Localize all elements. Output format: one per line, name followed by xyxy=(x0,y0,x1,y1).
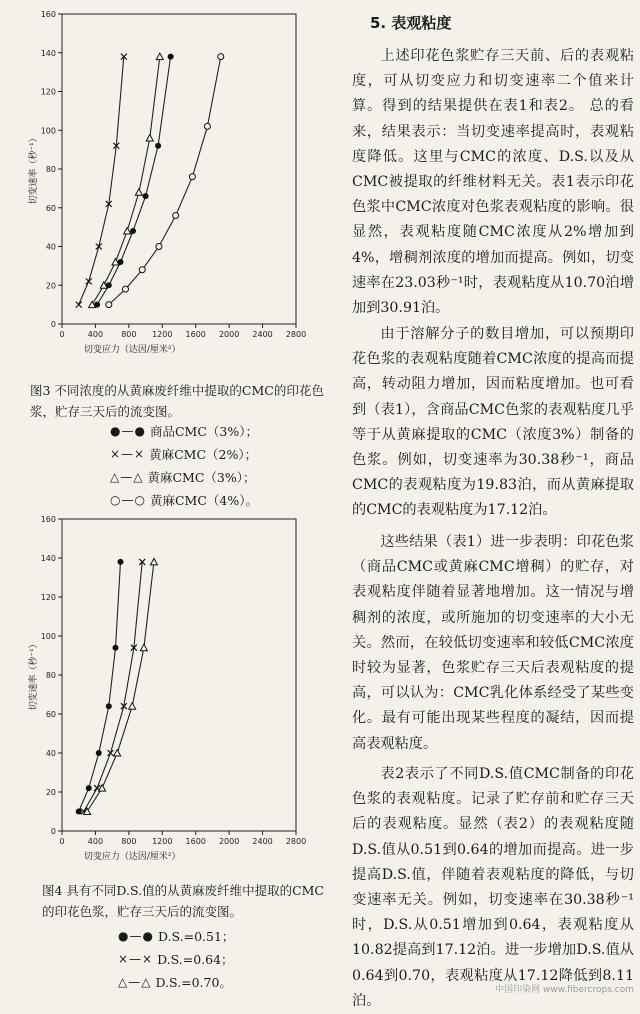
y-tick-label: 100 xyxy=(40,632,56,641)
paragraph: 上述印花色浆贮存三天前、后的表观粘度，可从切变应力和切变速率二个值来计算。得到的结果提供在表1和表2。 总的看来，结果表示：当切变速率提高时，表观粘度降低。这里与CMC的浓度、D.S.以及从CMC被提取的纤维材料无关。表1表示印花色浆中CMC浓度对色浆表观粘度的影响。很显然，表观粘度随CMC浓度从2%增加到4%，增稠剂浓度的增加而提高。例如，切变速率在23.03秒⁻¹时，表观粘度从10.70泊增加到30.91泊。 xyxy=(352,48,634,317)
y-tick-label: 60 xyxy=(45,710,56,719)
x-tick-label: 2400 xyxy=(252,837,273,846)
legend-label: D.S.=0.70。 xyxy=(155,975,232,990)
paragraph: 表2表示了不同D.S.值CMC制备的印花色浆的表观粘度。记录了贮存前和贮存三天后的表观粘度。显然（表2）的表观粘度随D.S.值从0.51到0.64的增加而提高。进一步提高D.S.值，伴随着表观粘度的降低，与切变速率无关。例如，切变速率在30.38秒⁻¹时，D.S.从0.51增加到0.64，表观粘度从10.82提高到17.12泊。进一步增加D.S.值从0.64到0.70，表观粘度从17.12降低到8.11泊。 xyxy=(352,766,634,1009)
series-line xyxy=(79,57,124,305)
y-tick-label: 40 xyxy=(45,242,56,252)
data-point xyxy=(204,123,210,129)
figure-4-chart xyxy=(0,505,340,880)
y-axis-label: 切变速率（秒⁻¹） xyxy=(29,639,39,711)
data-point xyxy=(96,750,102,756)
data-point xyxy=(168,54,174,60)
data-point xyxy=(124,228,131,235)
plot-frame xyxy=(62,14,296,324)
series-line xyxy=(79,562,121,812)
watermark: 中国印染网 www.fibercrops.com xyxy=(495,985,634,995)
x-tick-label: 400 xyxy=(87,837,104,846)
legend-item xyxy=(118,971,234,994)
figure-3-caption: 图3 不同浓度的从黄麻废纤维中提取的CMC的印花色浆，贮存三天后的流变图。 xyxy=(30,383,324,419)
paragraph: 这些结果（表1）进一步表明：印花色浆（商品CMC或黄麻CMC增稠）的贮存，对表观粘度伴随着显著地增加。这一情况与增稠剂的浓度，或所施加的切变速率的大小无关。然而，在较低切变速率和较低CMC浓度时较为显著，色浆贮存三天后表观粘度的提高，可以认为：CMC乳化体系经受了某些变化。最有可能出现某些程度的凝结，因而提高表观粘度。 xyxy=(352,534,634,752)
figure-4-caption: 图4 具有不同D.S.值的从黄麻废纤维中提取的CMC的印花色浆，贮存三天后的流变图。 xyxy=(42,883,324,919)
legend-symbol: ○—○ xyxy=(110,493,146,507)
data-point xyxy=(107,750,113,756)
x-axis-label: 切变应力（达因/厘米²） xyxy=(83,345,181,355)
data-point xyxy=(123,286,129,292)
series-line xyxy=(97,57,171,305)
x-tick-label: 1600 xyxy=(185,837,206,846)
x-tick-label: 1200 xyxy=(152,837,173,846)
y-tick-label: 60 xyxy=(45,203,56,213)
figure-3-chart xyxy=(0,0,340,380)
y-tick-label: 120 xyxy=(40,87,56,97)
legend-item xyxy=(110,466,258,489)
x-tick-label: 1200 xyxy=(152,330,173,339)
y-tick-label: 100 xyxy=(40,126,56,136)
x-tick-label: 0 xyxy=(59,330,65,339)
legend-label: 黄麻CMC（3%）； xyxy=(147,470,256,485)
y-axis-label: 切变速率（秒⁻¹） xyxy=(29,133,39,205)
y-tick-label: 140 xyxy=(40,554,56,563)
y-tick-label: 160 xyxy=(40,515,56,524)
data-point xyxy=(86,785,92,791)
data-point xyxy=(218,54,224,60)
x-tick-label: 2800 xyxy=(285,837,307,846)
data-point xyxy=(140,644,147,651)
legend-symbol: ×—× xyxy=(110,447,146,461)
y-tick-label: 80 xyxy=(45,671,56,680)
data-point xyxy=(143,193,149,199)
x-axis-label: 切变应力（达因/厘米²） xyxy=(83,852,181,862)
data-point xyxy=(106,703,112,709)
legend-item xyxy=(118,948,234,971)
data-point xyxy=(114,750,121,757)
data-point xyxy=(118,559,124,565)
x-tick-label: 400 xyxy=(87,330,104,339)
data-point xyxy=(156,53,163,60)
data-point xyxy=(173,213,179,219)
data-point xyxy=(150,558,157,565)
legend-label: D.S.=0.51； xyxy=(157,929,235,944)
y-tick-label: 160 xyxy=(40,10,56,19)
data-point xyxy=(106,302,112,308)
legend-symbol: ●—● xyxy=(110,424,146,438)
y-tick-label: 0 xyxy=(50,320,56,329)
legend-label: 商品CMC（3%）； xyxy=(149,424,258,439)
series-line xyxy=(87,562,154,812)
legend-item xyxy=(118,925,234,948)
y-tick-label: 120 xyxy=(40,593,56,602)
figure-4-legend xyxy=(118,925,234,994)
y-tick-label: 0 xyxy=(50,827,56,836)
data-point xyxy=(189,174,195,180)
x-tick-label: 800 xyxy=(121,837,137,846)
x-tick-label: 2400 xyxy=(252,330,273,339)
legend-label: 黄麻CMC（2%）； xyxy=(149,447,258,462)
data-point xyxy=(130,228,136,234)
figure-4 xyxy=(0,505,340,880)
y-tick-label: 20 xyxy=(45,281,56,291)
data-point xyxy=(76,302,82,308)
x-tick-label: 2000 xyxy=(218,330,240,339)
paragraph: 由于溶解分子的数目增加，可以预期印花色浆的表观粘度随着CMC浓度的提高而提高，转动阻力增加，因而粘度增加。也可看到（表1），含商品CMC色浆的表观粘度几乎等于从黄麻提取的CMC（浓度3%）制备的色浆。例如，切变速率为30.38秒⁻¹，商品CMC的表观粘度为19.83泊，而从黄麻提取的CMC的表观粘度为17.12泊。 xyxy=(352,326,634,519)
x-tick-label: 1600 xyxy=(185,330,206,339)
legend-symbol: ●—● xyxy=(118,929,154,943)
data-point xyxy=(156,244,162,250)
data-point xyxy=(112,645,118,651)
x-tick-label: 800 xyxy=(121,330,137,339)
y-tick-label: 80 xyxy=(45,165,56,174)
y-tick-label: 140 xyxy=(40,48,56,58)
data-point xyxy=(146,135,153,142)
x-tick-label: 2800 xyxy=(285,330,307,339)
series-line xyxy=(109,57,221,305)
y-tick-label: 40 xyxy=(45,749,56,758)
plot-frame xyxy=(62,519,296,831)
legend-symbol: △—△ xyxy=(118,975,152,989)
data-point xyxy=(139,267,145,273)
legend-symbol: ×—× xyxy=(118,952,154,966)
figure-3 xyxy=(0,0,340,380)
legend-label: D.S.=0.64； xyxy=(157,952,234,967)
y-tick-label: 20 xyxy=(45,788,56,797)
figure-3-legend xyxy=(110,420,258,512)
x-tick-label: 0 xyxy=(59,837,65,846)
data-point xyxy=(155,143,161,149)
x-tick-label: 2000 xyxy=(218,837,240,846)
data-point xyxy=(129,703,136,710)
legend-symbol: △—△ xyxy=(110,470,144,484)
legend-label: 黄麻CMC（4%）。 xyxy=(149,493,258,508)
legend-item xyxy=(110,443,258,466)
legend-item xyxy=(110,420,258,443)
data-point xyxy=(135,189,142,196)
section-heading: 5. 表观粘度 xyxy=(370,14,452,32)
